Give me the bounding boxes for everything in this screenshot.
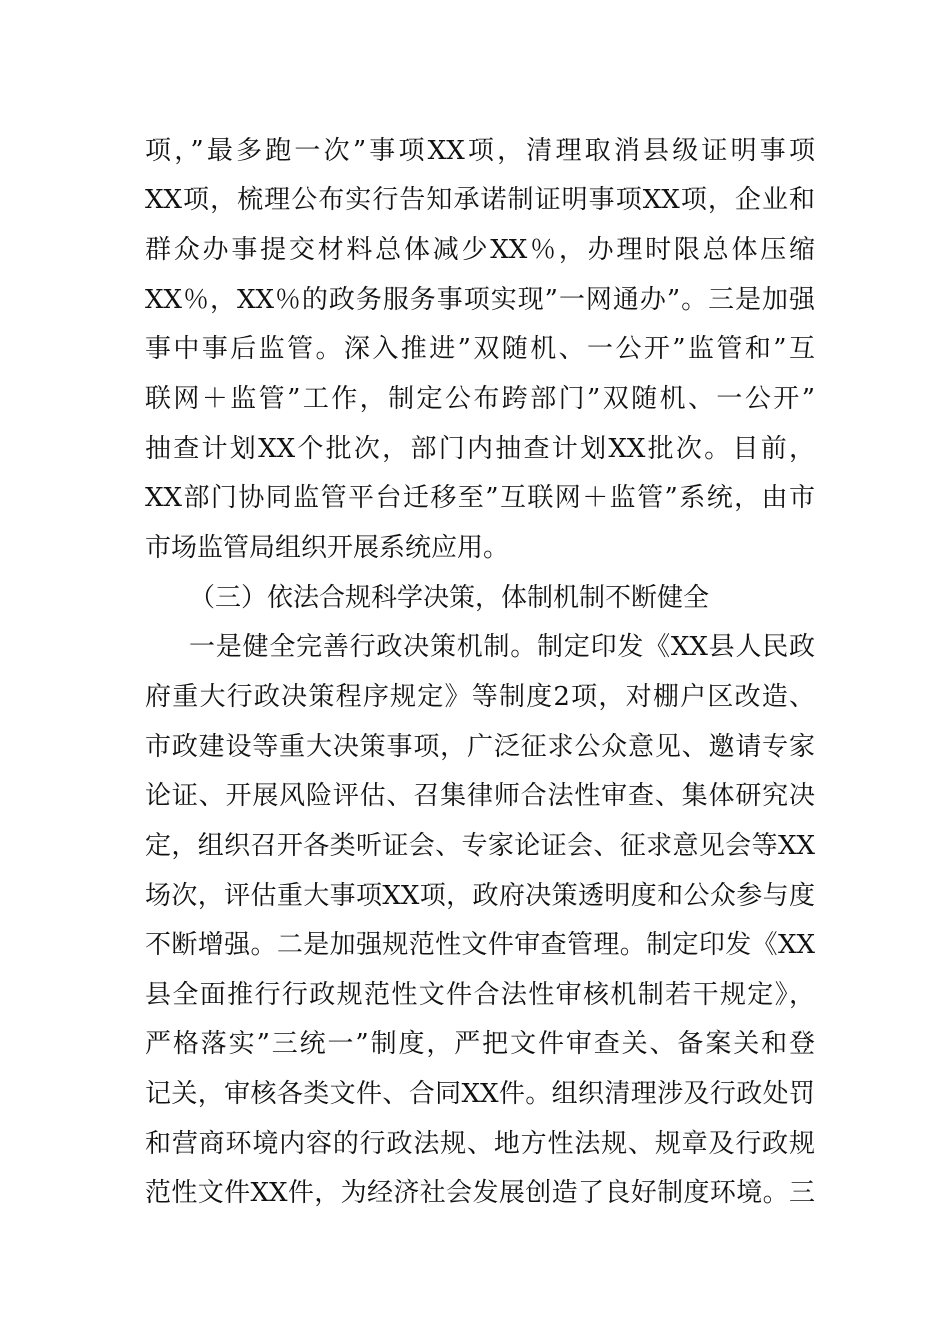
text-line: 抽查计划XX个批次，部门内抽查计划XX批次。目前， xyxy=(145,434,815,464)
text-line: 场次，评估重大事项XX项，政府决策透明度和公众参与度 xyxy=(145,881,815,911)
text-line: XX％，XX％的政务服务事项实现”一网通办”。三是加强 xyxy=(145,285,815,315)
text-line: 府重大行政决策程序规定》等制度2项，对棚户区改造、 xyxy=(145,682,815,712)
text-line: 和营商环境内容的行政法规、地方性法规、规章及行政规 xyxy=(145,1129,815,1159)
text-line: XX部门协同监管平台迁移至”互联网＋监管”系统，由市 xyxy=(145,483,815,513)
text-line: 范性文件XX件，为经济社会发展创造了良好制度环境。三 xyxy=(145,1178,815,1208)
text-line: 定，组织召开各类听证会、专家论证会、征求意见会等XX xyxy=(145,831,815,861)
text-line: 群众办事提交材料总体减少XX％，办理时限总体压缩 xyxy=(145,235,815,265)
text-line: 论证、开展风险评估、召集律师合法性审查、集体研究决 xyxy=(145,781,815,811)
text-line: 联网＋监管”工作，制定公布跨部门”双随机、一公开” xyxy=(145,384,815,414)
paragraph-last-line: 市场监管局组织开展系统应用。 xyxy=(145,533,510,563)
text-line: 项，”最多跑一次”事项XX项，清理取消县级证明事项 xyxy=(145,136,815,166)
section-heading: （三）依法合规科学决策，体制机制不断健全 xyxy=(189,583,710,613)
text-line: 记关，审核各类文件、合同XX件。组织清理涉及行政处罚 xyxy=(145,1079,815,1109)
text-line: 不断增强。二是加强规范性文件审查管理。制定印发《XX xyxy=(145,930,815,960)
text-line: 事中事后监管。深入推进”双随机、一公开”监管和”互 xyxy=(145,334,815,364)
text-line: 市政建设等重大决策事项，广泛征求公众意见、邀请专家 xyxy=(145,732,815,762)
text-line: 严格落实”三统一”制度，严把文件审查关、备案关和登 xyxy=(145,1029,815,1059)
paragraph-first-line: 一是健全完善行政决策机制。制定印发《XX县人民政 xyxy=(189,632,815,662)
text-line: 县全面推行行政规范性文件合法性审核机制若干规定》， xyxy=(145,980,815,1010)
text-line: XX项，梳理公布实行告知承诺制证明事项XX项，企业和 xyxy=(145,185,815,215)
